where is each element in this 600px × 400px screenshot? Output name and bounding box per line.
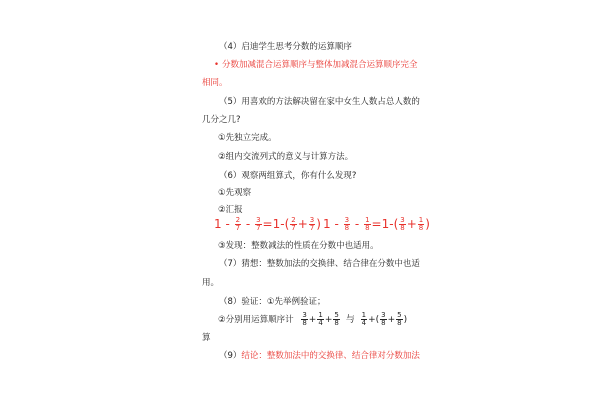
step-5-text-cont: 几分之几?: [202, 115, 241, 125]
equation-2: [323, 216, 430, 232]
eq3-plus-1: +: [308, 315, 317, 325]
step-9-prefix: （9）: [219, 351, 242, 361]
step-7-text-cont: 用。: [202, 278, 220, 288]
rule-note-text: 分数加减混合运算顺序与整体加减混合运算顺序完全: [222, 60, 418, 70]
eq2-minus: -: [354, 217, 360, 231]
eq3-frac-1: $\frac{3}{8}$: [302, 311, 307, 327]
eq3-frac-5: $\frac{3}{8}$: [381, 311, 386, 327]
step-4-text: （4）启迪学生思考分数的运算顺序: [219, 42, 352, 52]
eq2-frac-4: $\frac{1}{8}$: [418, 216, 424, 232]
step-6-sub-2: ②汇报: [218, 205, 243, 215]
step-8-text: （8）验证：①先举例验证；: [219, 297, 326, 307]
eq3-frac-6: $\frac{5}{8}$: [397, 311, 402, 327]
step-9-conclusion: 结论：整数加法中的交换律、结合律对分数加法: [241, 351, 420, 361]
step-7-text: （7）猜想：整数加法的交换律、结合律在分数中也适: [219, 259, 420, 269]
eq2-equals: =1-(: [371, 217, 399, 231]
step-5-text: （5）用喜欢的方法解决留在家中女生人数占总人数的: [219, 97, 420, 107]
eq1-minus: -: [245, 217, 251, 231]
eq2-frac-3: $\frac{3}{8}$: [400, 216, 405, 232]
eq3-frac-3: $\frac{5}{8}$: [334, 311, 339, 327]
rule-note-line-2: 相同。: [202, 78, 228, 88]
eq2-frac-2: $\frac{1}{8}$: [365, 216, 370, 232]
step-9-text: [219, 350, 420, 362]
step-6-sub-1: ①先观察: [218, 188, 252, 198]
step-8-sub-2-cont: 算: [202, 333, 211, 343]
eq1-close: ): [316, 217, 321, 231]
step-6-sub-3: ③发现：整数减法的性质在分数中也适用。: [218, 241, 379, 251]
eq1-frac-3: $\frac{2}{7}$: [291, 216, 296, 232]
eq2-frac-1: $\frac{3}{8}$: [344, 216, 350, 232]
rule-note-line-1: [214, 59, 418, 71]
eq2-close: ): [425, 217, 430, 231]
eq3-plus-3: +(: [368, 315, 380, 325]
eq3-plus-2: +: [324, 315, 333, 325]
eq1-equals: =1-(: [262, 217, 290, 231]
step-5-sub-1: ①先独立完成。: [218, 133, 277, 143]
step-8-sub-2-label: ②分别用运算顺序计: [218, 315, 294, 325]
eq3-frac-4: $\frac{1}{4}$: [361, 311, 367, 327]
eq1-frac-2: $\frac{3}{7}$: [256, 216, 261, 232]
eq1-frac-1: $\frac{2}{7}$: [235, 216, 241, 232]
equation-1: [214, 216, 321, 232]
step-5-sub-2: ②组内交流列式的意义与计算方法。: [218, 152, 354, 162]
step-8-sub-2: [218, 312, 407, 327]
bullet-icon: •: [214, 60, 220, 70]
step-6-text: （6）观察两组算式，你有什么发现?: [219, 171, 357, 181]
equation-3: [300, 311, 408, 327]
eq3-close: ): [403, 315, 408, 325]
eq2-plus: +: [406, 217, 417, 231]
eq1-plus: +: [297, 217, 308, 231]
eq1-frac-4: $\frac{3}{7}$: [309, 216, 315, 232]
eq3-frac-2: $\frac{1}{4}$: [318, 311, 323, 327]
eq1-lead: 1 -: [214, 217, 230, 231]
eq2-lead: 1 -: [323, 217, 339, 231]
eq3-plus-4: +: [387, 315, 396, 325]
eq3-relation: 与: [345, 315, 355, 325]
